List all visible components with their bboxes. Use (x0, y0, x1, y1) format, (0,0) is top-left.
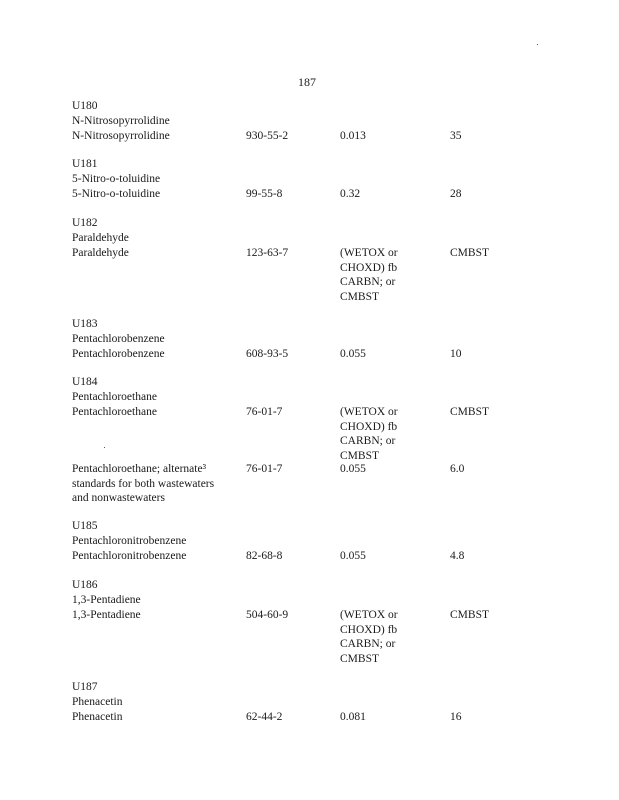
nonwastewater-standard: CMBST (450, 609, 489, 621)
constituent-name-alternate: Pentachloroethane; alternate³ standards for both wastewaters and nonwastewaters (72, 463, 215, 504)
cas-number: 76-01-7 (246, 406, 283, 418)
constituent-name: Phenacetin (72, 711, 123, 723)
wastewater-standard: (WETOX or CHOXD) fb CARBN; or CMBST (340, 247, 398, 303)
waste-code: U183 (72, 318, 98, 330)
wastewater-standard: 0.055 (340, 348, 366, 360)
cas-number: 82-68-8 (246, 550, 283, 562)
scan-speck (537, 44, 538, 45)
wastewater-standard: (WETOX or CHOXD) fb CARBN; or CMBST (340, 609, 398, 665)
waste-title: N-Nitrosopyrrolidine (72, 115, 170, 127)
cas-number: 76-01-7 (246, 463, 283, 475)
constituent-name: 1,3-Pentadiene (72, 609, 141, 621)
wastewater-standard: 0.081 (340, 711, 366, 723)
waste-title: 5-Nitro-o-toluidine (72, 173, 161, 185)
nonwastewater-standard: 6.0 (450, 463, 465, 475)
nonwastewater-standard: CMBST (450, 406, 489, 418)
waste-code: U182 (72, 217, 98, 229)
waste-code: U185 (72, 520, 98, 532)
page-number: 187 (298, 75, 316, 89)
waste-code: U187 (72, 681, 98, 693)
waste-title: Pentachloronitrobenzene (72, 535, 187, 547)
cas-number: 123-63-7 (246, 247, 289, 259)
waste-title: Pentachlorobenzene (72, 333, 165, 345)
wastewater-standard: 0.055 (340, 550, 366, 562)
constituent-name: Pentachloronitrobenzene (72, 550, 187, 562)
wastewater-standard: 0.055 (340, 463, 366, 475)
wastewater-standard: 0.32 (340, 188, 361, 200)
waste-title: Pentachloroethane (72, 391, 157, 403)
constituent-name: 5-Nitro-o-toluidine (72, 188, 161, 200)
nonwastewater-standard: 4.8 (450, 550, 465, 562)
nonwastewater-standard: 16 (450, 711, 462, 723)
waste-title: Paraldehyde (72, 232, 129, 244)
waste-title: Phenacetin (72, 696, 123, 708)
wastewater-standard: (WETOX or CHOXD) fb CARBN; or CMBST (340, 406, 398, 462)
nonwastewater-standard: CMBST (450, 247, 489, 259)
cas-number: 608-93-5 (246, 348, 289, 360)
constituent-name: Pentachloroethane (72, 406, 157, 418)
waste-code: U186 (72, 579, 98, 591)
waste-title: 1,3-Pentadiene (72, 594, 141, 606)
waste-code: U184 (72, 376, 98, 388)
cas-number: 930-55-2 (246, 130, 289, 142)
constituent-name: N-Nitrosopyrrolidine (72, 130, 170, 142)
nonwastewater-standard: 10 (450, 348, 462, 360)
cas-number: 99-55-8 (246, 188, 283, 200)
constituent-name: Paraldehyde (72, 247, 129, 259)
constituent-name: Pentachlorobenzene (72, 348, 165, 360)
scan-speck (104, 447, 105, 448)
cas-number: 62-44-2 (246, 711, 283, 723)
wastewater-standard: 0.013 (340, 130, 366, 142)
nonwastewater-standard: 28 (450, 188, 462, 200)
waste-code: U181 (72, 158, 98, 170)
waste-code: U180 (72, 100, 98, 112)
nonwastewater-standard: 35 (450, 130, 462, 142)
cas-number: 504-60-9 (246, 609, 289, 621)
